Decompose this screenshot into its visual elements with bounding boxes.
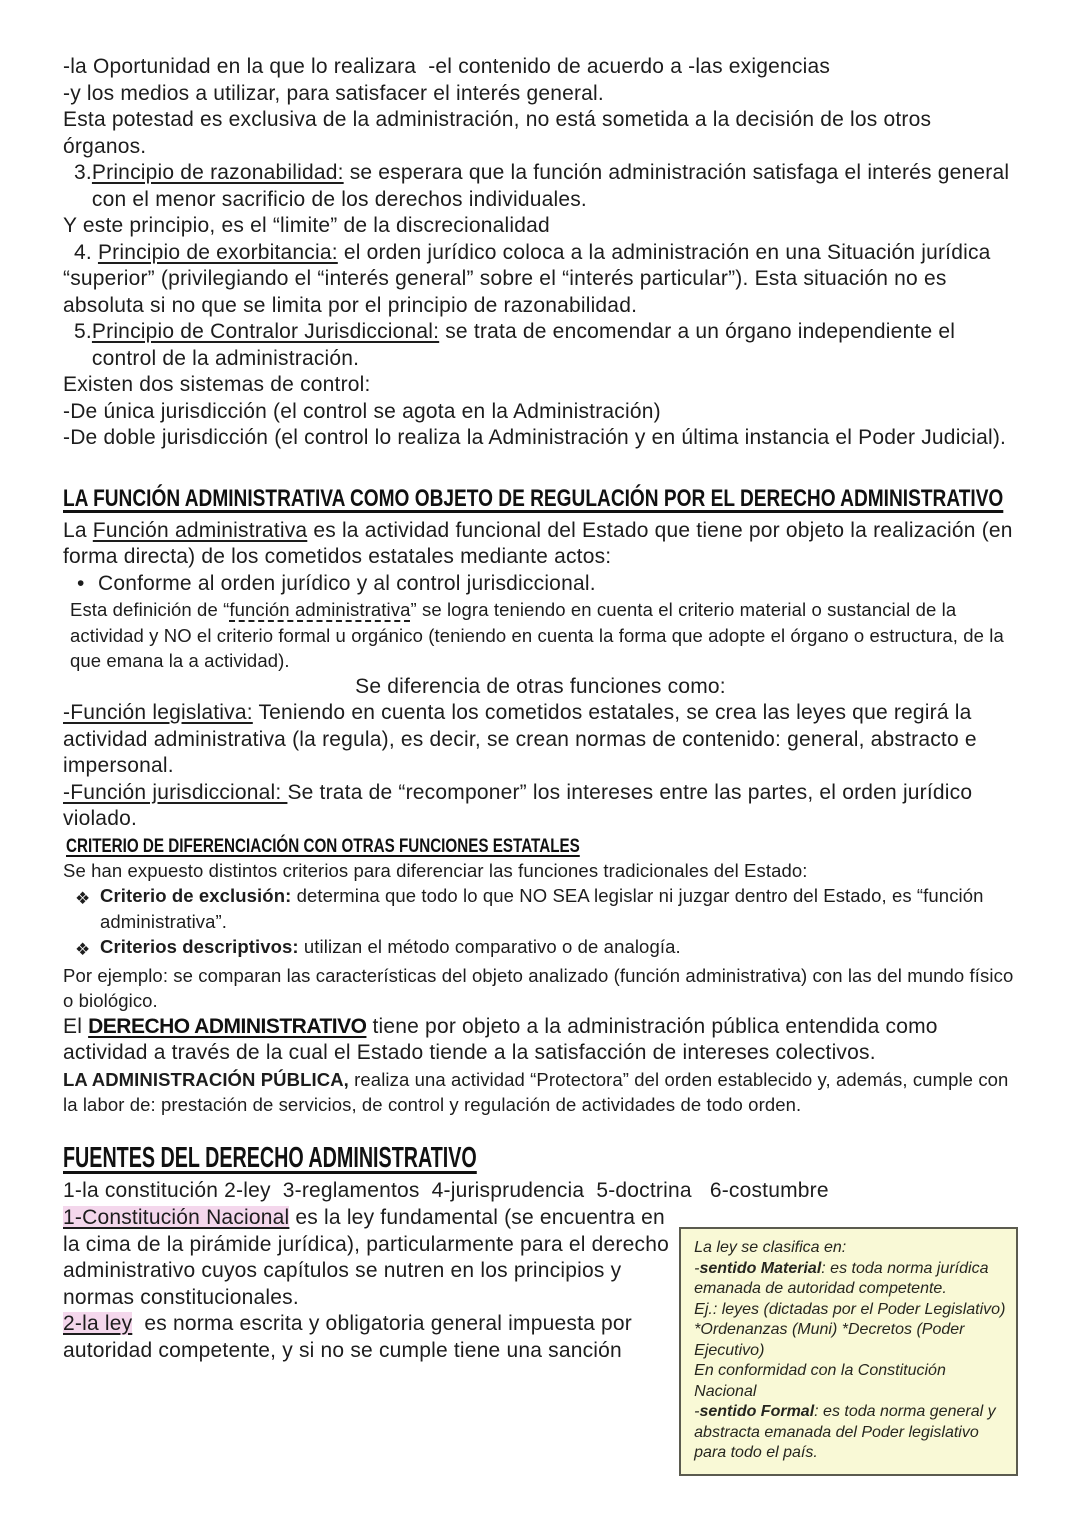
control-double: -De doble jurisdicción (el control lo realiza la Administración y en última instancia el Poder Judicial).: [63, 426, 1007, 449]
principle-label: Principio de razonabilidad:: [91, 161, 344, 184]
text: utilizan el método comparativo o de analogía.: [298, 936, 681, 957]
note-sentido-material: [694, 1259, 1006, 1300]
text: Esta definición de “: [70, 599, 230, 620]
ley-paragraph: [63, 1311, 679, 1364]
note-line-intro: La ley se clasifica en:: [694, 1239, 847, 1256]
derecho-administrativo-paragraph: [63, 1014, 1018, 1067]
principle-body: se trata de encomendar a un órgano independiente el control de la administración.: [91, 320, 962, 370]
text: Se trata de “recomponer” los intereses entre las partes, el orden jurídico violado.: [63, 780, 979, 830]
intro-line-1: -la Oportunidad en la que lo realizara -el contenido de acuerdo a -las exigencias: [63, 55, 831, 78]
principle-item-3: [63, 160, 1018, 213]
diamond-bullet-icon: ❖: [75, 889, 91, 908]
intro-paragraph: Esta potestad es exclusiva de la administración, no está sometida a la decisión de los otros órganos.: [63, 108, 938, 158]
fuentes-text-column: [63, 1205, 679, 1476]
text: es norma escrita y obligatoria general impuesta por autoridad competente, y si no se cumple tiene una sanción: [63, 1312, 639, 1362]
text: es la actividad funcional del Estado que tiene por objeto la realización (en forma directa) de los cometidos estatales mediante actos:: [63, 518, 1019, 568]
note-conformidad-line: En conformidad con la Constitución Nacional: [694, 1362, 951, 1400]
fuentes-columns: [63, 1205, 1018, 1476]
limit-line: Y este principio, es el “limite” de la discrecionalidad: [63, 214, 550, 237]
fuentes-heading-row: [63, 1142, 1018, 1175]
principle-label: Principio de exorbitancia:: [97, 240, 338, 264]
fuentes-section-heading: FUENTES DEL DERECHO ADMINISTRATIVO: [63, 1141, 477, 1174]
text: tiene por objeto a la administración pública entendida como actividad a través de la cual el Estado tiende a la satisfacción de intereses colectivos.: [63, 1014, 944, 1064]
item-number: 3.: [74, 161, 92, 184]
text: : es toda norma general y abstracta emanada del Poder legislativo para todo el país.: [694, 1403, 1001, 1461]
principle-body: se esperara que la función administración satisfaga el interés general con el menor sacrificio de los derechos individuales.: [91, 161, 1016, 211]
bullet-text: [100, 883, 1018, 934]
note-sentido-formal: [694, 1402, 1006, 1464]
funcion-section-heading: LA FUNCIÓN ADMINISTRATIVA COMO OBJETO DE REGULACIÓN POR EL DERECHO ADMINISTRATIVO: [63, 484, 1004, 512]
criterio-bullet-descriptivos: [63, 934, 1018, 963]
control-intro: Existen dos sistemas de control:: [63, 373, 371, 396]
funcion-heading-row: [63, 485, 1018, 513]
text: ” se logra teniendo en cuenta el criterio material o sustancial de la actividad y NO el criterio formal u orgánico (teniendo en cuenta la forma que adopte el órgano o estructura, de la que emana la a actividad).: [70, 599, 1010, 671]
criterio-section-heading: CRITERIO DE DIFERENCIACIÓN CON OTRAS FUNCIONES ESTATALES: [66, 834, 580, 857]
principle-item-4: [63, 240, 1018, 320]
criterio-bullet-exclusion: [63, 883, 1018, 934]
note-ordenanzas-line: *Ordenanzas (Muni) *Decretos (Poder Ejecutivo): [694, 1321, 969, 1359]
funcion-jurisdiccional-paragraph: [63, 780, 1018, 833]
sentido-material-label: sentido Material: [699, 1259, 822, 1277]
diamond-bullet-icon: ❖: [75, 940, 91, 959]
item-number: 5.: [74, 320, 92, 343]
text: La: [63, 518, 93, 542]
administracion-publica-label: LA ADMINISTRACIÓN PÚBLICA,: [63, 1068, 349, 1090]
text: -: [694, 1259, 700, 1277]
control-single: -De única jurisdicción (el control se agota en la Administración): [63, 399, 661, 423]
bullet-text: Conforme al orden jurídico y al control jurisdiccional.: [98, 571, 596, 595]
item-text: [92, 319, 1018, 372]
constitucion-paragraph: [63, 1205, 679, 1311]
text: El: [63, 1014, 89, 1038]
item-text: [92, 160, 1018, 213]
principle-label: Principio de Contralor Jurisdiccional:: [91, 320, 440, 343]
definition-note: [63, 597, 1018, 674]
funcion-legislativa-paragraph: [63, 700, 1018, 780]
ley-clasificacion-note-box: [679, 1227, 1018, 1476]
derecho-administrativo-term: DERECHO ADMINISTRATIVO: [88, 1014, 367, 1038]
constitucion-highlight: 1-Constitución Nacional: [63, 1206, 290, 1229]
text: -: [694, 1403, 700, 1420]
round-bullet-icon: •: [77, 571, 85, 595]
item-number: 4.: [74, 240, 98, 264]
principle-body: el orden jurídico coloca a la administración en una Situación jurídica “superior” (privilegiando el “interés general” sobre el “interés particular”). Esta situación no es absoluta si no que se limita por el principio de razonabilidad.: [63, 240, 997, 317]
criterio-heading-row: [66, 835, 1018, 858]
criterio-intro: Se han expuesto distintos criterios para diferenciar las funciones tradicionales del Estado:: [63, 859, 808, 881]
principle-item-5: [63, 319, 1018, 372]
note-ejemplo-line: Ej.: leyes (dictadas por el Poder Legislativo): [694, 1300, 1006, 1318]
text: : es toda norma jurídica emanada de autoridad competente.: [694, 1259, 993, 1297]
funcion-administrativa-dashed-term: función administrativa: [229, 599, 411, 620]
fuentes-list-line: 1-la constitución 2-ley 3-reglamentos 4-jurisprudencia 5-doctrina 6-costumbre: [63, 1178, 829, 1202]
funcion-legislativa-label: -Función legislativa:: [63, 701, 253, 724]
bullet-text: [100, 934, 1018, 963]
text: es la ley fundamental (se encuentra en la cima de la pirámide jurídica), particularmente para el derecho administrativo cuyos capítulos se nutren en los principios y normas constitucionales.: [63, 1206, 675, 1309]
conforme-bullet: [63, 571, 1018, 598]
administracion-publica-paragraph: [63, 1067, 1018, 1118]
diferencia-line: Se diferencia de otras funciones como:: [355, 674, 726, 698]
criterios-descriptivos-label: Criterios descriptivos:: [100, 936, 299, 957]
intro-line-2: -y los medios a utilizar, para satisfacer el interés general.: [63, 81, 604, 105]
criterio-example: Por ejemplo: se comparan las características del objeto analizado (función administrativa) con las del mundo físico o biológico.: [63, 964, 1019, 1011]
funcion-definition: [63, 518, 1018, 571]
text: Teniendo en cuenta los cometidos estatales, se crea las leyes que regirá la actividad administrativa (la regula), es decir, se crean normas de contenido: general, abstracto e impersonal.: [63, 701, 983, 777]
sentido-formal-label: sentido Formal: [699, 1403, 815, 1420]
funcion-administrativa-term: Función administrativa: [92, 518, 308, 542]
text: realiza una actividad “Protectora” del orden establecido y, además, cumple con la labor de: prestación de servicios, de control y regulación de actividades de todo orden.: [63, 1068, 1014, 1115]
ley-highlight: 2-la ley: [63, 1312, 133, 1335]
criterio-exclusion-label: Criterio de exclusión:: [100, 885, 292, 906]
text: determina que todo lo que NO SEA legislar ni juzgar dentro del Estado, es “función administrativa”.: [100, 885, 989, 932]
funcion-jurisdiccional-label: -Función jurisdiccional:: [63, 780, 288, 804]
